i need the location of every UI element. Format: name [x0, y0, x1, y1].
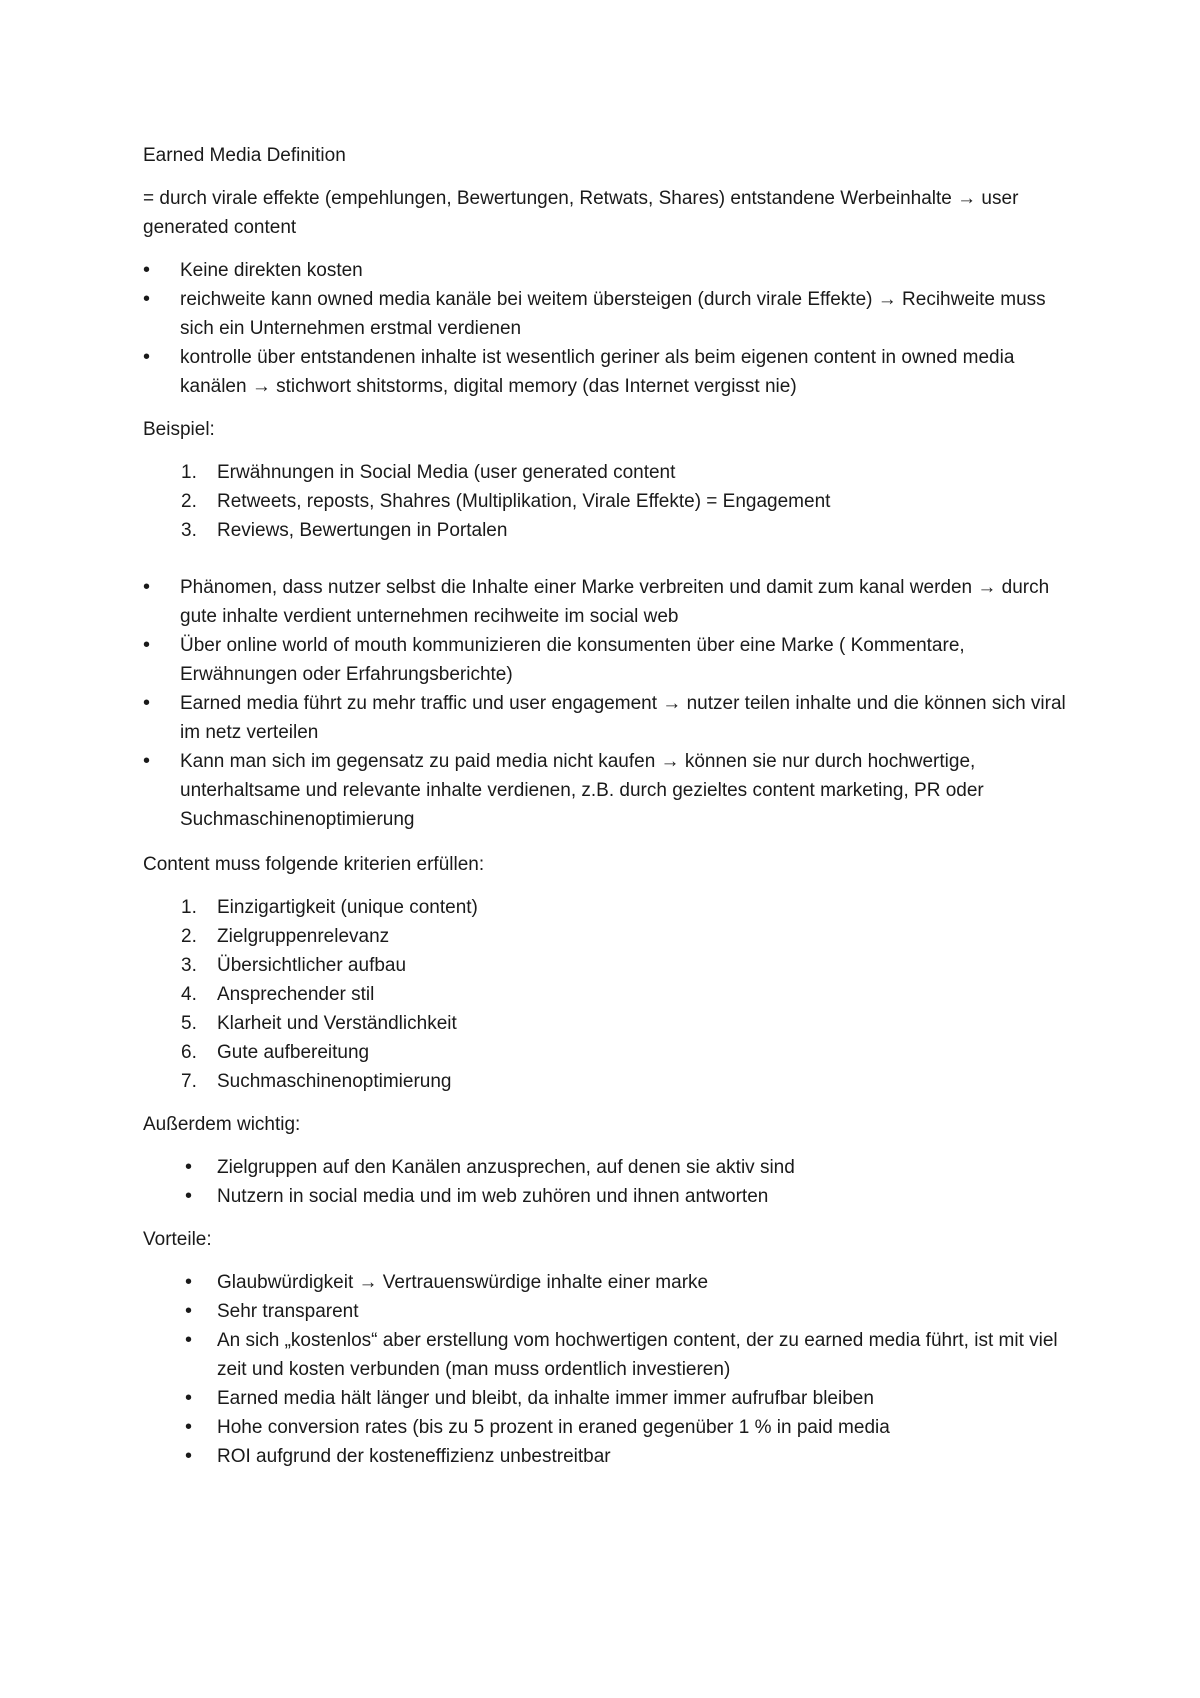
list-item: • Kann man sich im gegensatz zu paid media nicht kaufen → können sie nur durch hochwertige, unterhaltsame und relevante inhalte verdienen, z.B. durch gezieltes content marketing, PR oder Suchmaschinenoptimierung [143, 747, 1073, 834]
list-text: Ansprechender stil [217, 984, 375, 1005]
list-item [143, 922, 1073, 951]
list-item: • Glaubwürdigkeit → Vertrauenswürdige inhalte einer marke [143, 1268, 1073, 1297]
criteria-heading: Content muss folgende kriterien erfüllen: [143, 854, 485, 875]
list-item: • Sehr transparent [143, 1297, 1073, 1326]
list-item: • An sich „kostenlos“ aber erstellung vom hochwertigen content, der zu earned media führt, ist mit viel zeit und kosten verbunden (man muss ordentlich investieren) [143, 1326, 1073, 1384]
document-page [143, 141, 1073, 1471]
list-item [143, 516, 1073, 545]
list-text: Gute aufbereitung [217, 1042, 370, 1063]
definition-text: = durch virale effekte (empehlungen, Bewertungen, Retwats, Shares) entstandene Werbeinhalte → user generated content [143, 188, 1019, 238]
list-text: Übersichtlicher aufbau [217, 955, 407, 976]
list-item: • Phänomen, dass nutzer selbst die Inhalte einer Marke verbreiten und damit zum kanal werden → durch gute inhalte verdient unternehmen recihweite im social web [143, 573, 1073, 631]
list-item [143, 1038, 1073, 1067]
also-important-heading: Außerdem wichtig: [143, 1114, 301, 1135]
list-number: 3. [181, 520, 197, 541]
list-item: • reichweite kann owned media kanäle bei weitem übersteigen (durch virale Effekte) → Recihweite muss sich ein Unternehmen erstmal verdienen [143, 285, 1073, 343]
list-item: • Earned media hält länger und bleibt, da inhalte immer immer aufrufbar bleiben [143, 1384, 1073, 1413]
list-item [143, 893, 1073, 922]
list-number: 3. [181, 955, 197, 976]
list-number: 2. [181, 926, 197, 947]
list-item [143, 1009, 1073, 1038]
list-item: • Über online world of mouth kommunizieren die konsumenten über eine Marke ( Kommentare, Erwähnungen oder Erfahrungsberichte) [143, 631, 1073, 689]
list-item: • ROI aufgrund der kosteneffizienz unbestreitbar [143, 1442, 1073, 1471]
example-heading: Beispiel: [143, 419, 215, 440]
list-item [143, 980, 1073, 1009]
list-text: Suchmaschinenoptimierung [217, 1071, 452, 1092]
list-item: • Earned media führt zu mehr traffic und user engagement → nutzer teilen inhalte und die können sich viral im netz verteilen [143, 689, 1073, 747]
list-number: 1. [181, 897, 197, 918]
phenomenon-points-list [143, 573, 1073, 834]
list-item [143, 487, 1073, 516]
list-text: Retweets, reposts, Shahres (Multiplikation, Virale Effekte) = Engagement [217, 491, 831, 512]
also-important-list [143, 1153, 1073, 1211]
list-item: • Hohe conversion rates (bis zu 5 prozent in eraned gegenüber 1 % in paid media [143, 1413, 1073, 1442]
list-text: Einzigartigkeit (unique content) [217, 897, 478, 918]
list-item: • Keine direkten kosten [143, 256, 1073, 285]
examples-list [143, 458, 1073, 545]
list-number: 4. [181, 984, 197, 1005]
list-number: 7. [181, 1071, 197, 1092]
list-item: • kontrolle über entstandenen inhalte ist wesentlich geriner als beim eigenen content in owned media kanälen → stichwort shitstorms, digital memory (das Internet vergisst nie) [143, 343, 1073, 401]
list-text: Reviews, Bewertungen in Portalen [217, 520, 508, 541]
list-item: • Nutzern in social media und im web zuhören und ihnen antworten [143, 1182, 1073, 1211]
list-number: 1. [181, 462, 197, 483]
list-item: • Zielgruppen auf den Kanälen anzusprechen, auf denen sie aktiv sind [143, 1153, 1073, 1182]
list-text: Zielgruppenrelevanz [217, 926, 390, 947]
list-item [143, 1067, 1073, 1096]
list-number: 6. [181, 1042, 197, 1063]
list-number: 2. [181, 491, 197, 512]
list-text: Erwähnungen in Social Media (user generated content [217, 462, 676, 483]
definition-points-list [143, 256, 1073, 401]
advantages-list [143, 1268, 1073, 1471]
list-number: 5. [181, 1013, 197, 1034]
list-text: Klarheit und Verständlichkeit [217, 1013, 457, 1034]
list-item [143, 951, 1073, 980]
list-item [143, 458, 1073, 487]
advantages-heading: Vorteile: [143, 1229, 212, 1250]
document-title: Earned Media Definition [143, 145, 346, 166]
criteria-list [143, 893, 1073, 1096]
